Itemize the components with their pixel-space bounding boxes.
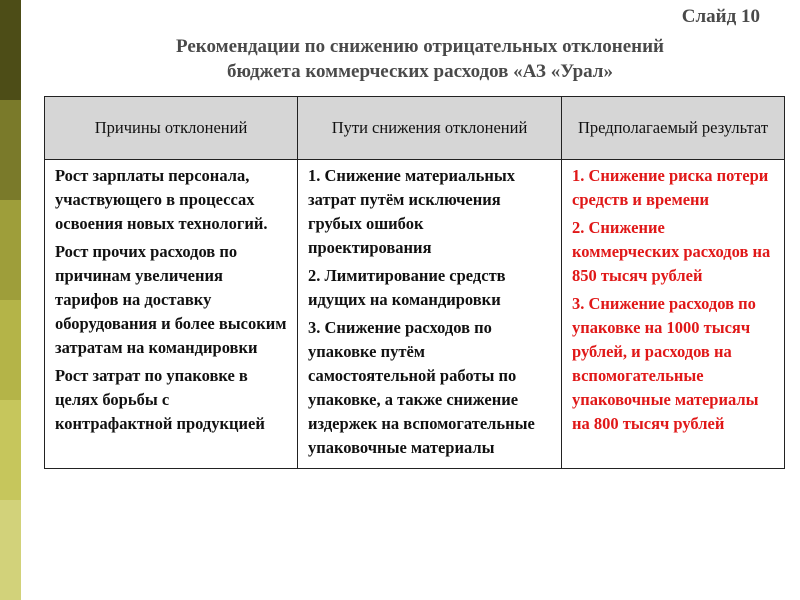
stripe-segment: [0, 100, 21, 200]
table-row: [45, 160, 785, 469]
header-results: Предполагаемый результат: [562, 97, 785, 160]
slide-title: [100, 34, 740, 84]
cause-item: Рост прочих расходов по причинам увеличения тарифов на доставку оборудования и более высоким затратам на командировки: [55, 242, 287, 357]
stripe-segment: [0, 500, 21, 600]
decorative-stripe: [0, 0, 21, 600]
measure-item: 3. Снижение расходов по упаковке путём самостоятельной работы по упаковке, а также снижение издержек на вспомогательные упаковочные материалы: [308, 318, 535, 457]
stripe-segment: [0, 300, 21, 400]
cause-item: Рост затрат по упаковке в целях борьбы с контрафактной продукцией: [55, 366, 265, 433]
header-measures: Пути снижения отклонений: [298, 97, 562, 160]
title-line-1: Рекомендации по снижению отрицательных отклонений: [176, 36, 664, 57]
measure-item: 2. Лимитирование средств идущих на командировки: [308, 266, 506, 309]
cause-item: Рост зарплаты персонала, участвующего в процессах освоения новых технологий.: [55, 166, 268, 233]
slide-number: Слайд 10: [681, 6, 760, 27]
result-item: 3. Снижение расходов по упаковке на 1000 тысяч рублей, и расходов на вспомогательные упаковочные материалы на 800 тысяч рублей: [572, 294, 759, 433]
stripe-segment: [0, 400, 21, 500]
table-header-row: [45, 97, 785, 160]
recommendations-table: [44, 96, 785, 469]
result-item: 1. Снижение риска потери средств и времени: [572, 166, 769, 209]
results-cell: [562, 160, 785, 469]
title-line-2: бюджета коммерческих расходов «АЗ «Урал»: [227, 61, 613, 82]
header-causes: Причины отклонений: [45, 97, 298, 160]
stripe-segment: [0, 200, 21, 300]
stripe-segment: [0, 0, 21, 100]
measures-cell: [298, 160, 562, 469]
causes-cell: [45, 160, 298, 469]
result-item: 2. Снижение коммерческих расходов на 850 тысяч рублей: [572, 218, 771, 285]
measure-item: 1. Снижение материальных затрат путём исключения грубых ошибок проектирования: [308, 166, 516, 257]
